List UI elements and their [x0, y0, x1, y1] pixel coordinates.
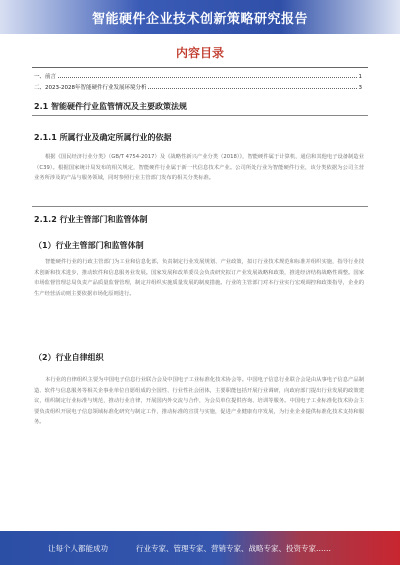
paragraph-self-regulation: 本行业的自律组织主要为中国电子信息行业联合会及中国电子工业标准化技术协会等。中国电子信息行业联合会是由从事电子信息产品制造、软件与信息服务等相关企事业单位自愿组成的全国性、行业性社会团体，主要职能包括开展行业调研，向政府部门提出行业发展的政策建议，组织制定行业标准与规范，推动行业自律，开展国内外交流与合作，为会员单位提供咨询、培训等服务。中国电子工业标准化技术协会主要负责组织开展电子信息领域标准化研究与制定工作，推动标准的宣贯与实施，促进产业健康有序发展，为行业企业提供标准化技术支持和服务。 — [34, 377, 364, 426]
paragraph-industry-basis: 根据《国民经济行业分类》（GB/T 4754-2017）及《战略性新兴产业分类（2018）》，智能硬件属于计算机、通信和其他电子设备制造业（C39）。根据国家统计局发布的相关规定，智能硬件行业属于新一代信息技术产业。公司所处行业为智能硬件行业，该分类依据为公司主营业务所涉及的产品与服务领域，同时参照行业主管部门发布的相关分类标准。 — [34, 154, 364, 182]
report-title: 智能硬件企业技术创新策略研究报告 — [91, 12, 308, 27]
toc-item-page: 3 — [358, 85, 362, 91]
footer-slogan: 让每个人都能成功 — [48, 544, 108, 553]
footer-band — [0, 531, 400, 565]
section-title-2-1-1: 2.1.1 所属行业及确定所属行业的依据 — [34, 133, 172, 142]
toc-heading: 内容目录 — [175, 46, 224, 60]
section-rule — [32, 206, 368, 207]
toc-item-label: 二、2023-2028年智能硬件行业发展环境分析 — [34, 85, 147, 91]
toc-item-2[interactable] — [34, 83, 362, 91]
toc-item-page: 1 — [358, 74, 362, 80]
toc-leader-dots — [58, 76, 356, 78]
paragraph-regulators: 智能硬件行业的行政主管部门为工业和信息化部，负责制定行业发展规划、产业政策，拟订行业技术规范和标准并组织实施，指导行业技术创新和技术进步，推动软件和信息服务业发展。国家发展和改革委员会负责研究拟订产业发展战略和政策，推进经济结构战略性调整。国家市场监督管理总局负责产品质量监督管理，制定并组织实施质量发展的制度措施。行业的主管部门对本行业实行宏观调控和政策指导，企业的生产经营活动则主要依据市场化原则进行。 — [34, 259, 364, 297]
section-rule — [32, 115, 368, 116]
toc-item-label: 一、前言 — [34, 74, 57, 80]
toc-item-1[interactable] — [34, 72, 362, 80]
toc-top-rule — [32, 67, 368, 68]
section-title-2-1: 2.1 智能硬件行业监管情况及主要政策法规 — [34, 102, 187, 111]
toc-leader-dots — [148, 87, 356, 89]
subsection-title-regulators: （1）行业主管部门和监管体制 — [34, 241, 144, 250]
header-band — [0, 0, 400, 34]
section-title-2-1-2: 2.1.2 行业主管部门和监管体制 — [34, 215, 148, 224]
subsection-title-self-regulation: （2）行业自律组织 — [34, 353, 104, 362]
footer-expert-list: 行业专家、管理专家、营销专家、战略专家、投资专家…… — [136, 544, 331, 553]
